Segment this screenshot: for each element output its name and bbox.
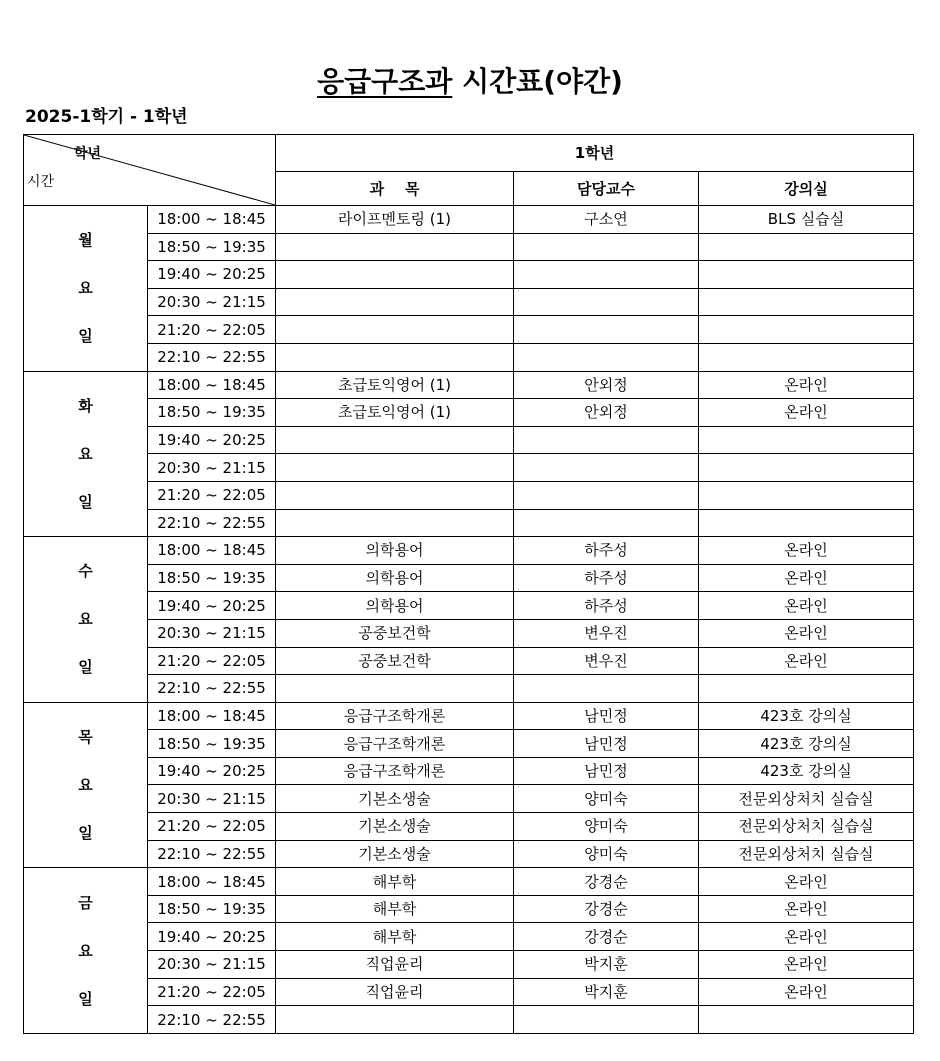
room-cell: 온라인	[699, 951, 914, 979]
table-row	[24, 481, 914, 509]
subject-cell	[276, 509, 514, 537]
subject-cell: 직업윤리	[276, 951, 514, 979]
table-row	[24, 592, 914, 620]
room-cell: 온라인	[699, 371, 914, 399]
room-cell	[699, 675, 914, 703]
day-label-cell	[24, 206, 148, 372]
room-cell	[699, 288, 914, 316]
grade-header: 1학년	[276, 135, 914, 172]
professor-cell: 양미숙	[514, 813, 699, 841]
semester-subtitle: 2025-1학기 - 1학년	[25, 107, 188, 127]
professor-cell: 하주성	[514, 592, 699, 620]
room-cell	[699, 261, 914, 289]
time-slot-cell: 19:40 ~ 20:25	[148, 261, 276, 289]
professor-cell	[514, 426, 699, 454]
professor-cell	[514, 509, 699, 537]
professor-cell: 박지훈	[514, 978, 699, 1006]
day-label-char: 금	[78, 893, 93, 912]
table-row	[24, 537, 914, 565]
time-slot-cell: 18:50 ~ 19:35	[148, 399, 276, 427]
day-label-char: 요	[78, 610, 93, 629]
time-slot-cell: 18:50 ~ 19:35	[148, 895, 276, 923]
professor-cell	[514, 1006, 699, 1034]
title-department: 응급구조과	[317, 65, 453, 98]
table-row	[24, 702, 914, 730]
table-row	[24, 454, 914, 482]
room-cell: 온라인	[699, 868, 914, 896]
subject-cell	[276, 343, 514, 371]
professor-cell: 박지훈	[514, 951, 699, 979]
professor-cell: 남민정	[514, 730, 699, 758]
room-cell: 온라인	[699, 978, 914, 1006]
room-cell: 온라인	[699, 923, 914, 951]
table-row	[24, 399, 914, 427]
subject-cell: 기본소생술	[276, 813, 514, 841]
time-slot-cell: 21:20 ~ 22:05	[148, 813, 276, 841]
professor-cell: 남민정	[514, 757, 699, 785]
day-label-char: 목	[78, 727, 93, 746]
time-slot-cell: 22:10 ~ 22:55	[148, 675, 276, 703]
time-slot-cell: 20:30 ~ 21:15	[148, 951, 276, 979]
column-header-professor: 담당교수	[514, 172, 699, 206]
time-slot-cell: 20:30 ~ 21:15	[148, 619, 276, 647]
subject-cell: 응급구조학개론	[276, 757, 514, 785]
room-cell: 온라인	[699, 537, 914, 565]
professor-cell: 하주성	[514, 537, 699, 565]
time-slot-cell: 22:10 ~ 22:55	[148, 1006, 276, 1034]
corner-time-label: 시간	[27, 174, 55, 190]
professor-cell: 양미숙	[514, 785, 699, 813]
subject-cell: 의학용어	[276, 537, 514, 565]
professor-cell: 변우진	[514, 647, 699, 675]
professor-cell: 강경순	[514, 923, 699, 951]
table-row	[24, 261, 914, 289]
table-row	[24, 813, 914, 841]
room-cell: 온라인	[699, 647, 914, 675]
professor-cell: 안외정	[514, 371, 699, 399]
title-suffix: 시간표(야간)	[462, 65, 623, 98]
table-row	[24, 757, 914, 785]
room-cell: 전문외상처치 실습실	[699, 813, 914, 841]
diagonal-divider	[24, 135, 275, 205]
room-cell: 온라인	[699, 564, 914, 592]
page-title	[0, 60, 940, 100]
room-cell: 전문외상처치 실습실	[699, 785, 914, 813]
professor-cell	[514, 233, 699, 261]
professor-cell: 강경순	[514, 895, 699, 923]
subject-cell: 초급토익영어 (1)	[276, 371, 514, 399]
table-row	[24, 509, 914, 537]
room-cell: 423호 강의실	[699, 730, 914, 758]
subject-cell	[276, 261, 514, 289]
table-row	[24, 978, 914, 1006]
table-row	[24, 1006, 914, 1034]
table-row	[24, 785, 914, 813]
subject-cell: 응급구조학개론	[276, 702, 514, 730]
time-slot-cell: 18:50 ~ 19:35	[148, 233, 276, 261]
subject-cell: 해부학	[276, 895, 514, 923]
table-row	[24, 343, 914, 371]
room-cell	[699, 316, 914, 344]
subject-cell: 기본소생술	[276, 785, 514, 813]
table-row	[24, 233, 914, 261]
subject-cell: 응급구조학개론	[276, 730, 514, 758]
subject-cell: 의학용어	[276, 564, 514, 592]
time-slot-cell: 19:40 ~ 20:25	[148, 923, 276, 951]
time-slot-cell: 22:10 ~ 22:55	[148, 509, 276, 537]
time-slot-cell: 18:50 ~ 19:35	[148, 564, 276, 592]
time-slot-cell: 21:20 ~ 22:05	[148, 316, 276, 344]
time-slot-cell: 21:20 ~ 22:05	[148, 978, 276, 1006]
column-header-room: 강의실	[699, 172, 914, 206]
subject-cell	[276, 454, 514, 482]
day-label-char: 일	[78, 989, 93, 1008]
room-cell	[699, 233, 914, 261]
room-cell: 423호 강의실	[699, 757, 914, 785]
day-label-char: 화	[78, 396, 93, 415]
day-label-cell	[24, 371, 148, 537]
table-row	[24, 923, 914, 951]
time-slot-cell: 18:00 ~ 18:45	[148, 537, 276, 565]
time-slot-cell: 21:20 ~ 22:05	[148, 481, 276, 509]
room-cell	[699, 1006, 914, 1034]
time-slot-cell: 19:40 ~ 20:25	[148, 757, 276, 785]
time-slot-cell: 19:40 ~ 20:25	[148, 592, 276, 620]
day-label-char: 월	[78, 231, 93, 250]
time-slot-cell: 18:00 ~ 18:45	[148, 702, 276, 730]
table-row	[24, 840, 914, 868]
subject-cell: 라이프멘토링 (1)	[276, 206, 514, 234]
professor-cell	[514, 316, 699, 344]
room-cell: 온라인	[699, 399, 914, 427]
professor-cell: 강경순	[514, 868, 699, 896]
table-row	[24, 951, 914, 979]
professor-cell	[514, 288, 699, 316]
subject-cell	[276, 288, 514, 316]
room-cell: 온라인	[699, 619, 914, 647]
room-cell: 전문외상처치 실습실	[699, 840, 914, 868]
professor-cell	[514, 454, 699, 482]
column-header-subject: 과 목	[276, 172, 514, 206]
day-label-char: 일	[78, 823, 93, 842]
subject-cell: 의학용어	[276, 592, 514, 620]
day-label-char: 요	[78, 941, 93, 960]
professor-cell	[514, 675, 699, 703]
subject-cell	[276, 316, 514, 344]
time-slot-cell: 18:00 ~ 18:45	[148, 868, 276, 896]
table-row	[24, 647, 914, 675]
time-slot-cell: 20:30 ~ 21:15	[148, 785, 276, 813]
table-row	[24, 564, 914, 592]
table-row	[24, 206, 914, 234]
time-slot-cell: 18:50 ~ 19:35	[148, 730, 276, 758]
table-row	[24, 619, 914, 647]
subject-cell: 해부학	[276, 923, 514, 951]
table-row	[24, 675, 914, 703]
subject-cell	[276, 1006, 514, 1034]
table-row	[24, 895, 914, 923]
time-slot-cell: 18:00 ~ 18:45	[148, 206, 276, 234]
professor-cell	[514, 261, 699, 289]
room-cell	[699, 454, 914, 482]
room-cell	[699, 426, 914, 454]
time-slot-cell: 21:20 ~ 22:05	[148, 647, 276, 675]
professor-cell: 남민정	[514, 702, 699, 730]
time-slot-cell: 22:10 ~ 22:55	[148, 343, 276, 371]
professor-cell: 하주성	[514, 564, 699, 592]
table-row	[24, 730, 914, 758]
room-cell	[699, 509, 914, 537]
subject-cell: 초급토익영어 (1)	[276, 399, 514, 427]
room-cell: 423호 강의실	[699, 702, 914, 730]
subject-cell: 공중보건학	[276, 647, 514, 675]
table-row	[24, 288, 914, 316]
table-row	[24, 316, 914, 344]
table-row	[24, 868, 914, 896]
header-corner-cell	[24, 135, 276, 206]
subject-cell	[276, 233, 514, 261]
professor-cell	[514, 343, 699, 371]
day-label-char: 요	[78, 279, 93, 298]
time-slot-cell: 19:40 ~ 20:25	[148, 426, 276, 454]
time-slot-cell: 20:30 ~ 21:15	[148, 454, 276, 482]
subject-cell: 직업윤리	[276, 978, 514, 1006]
day-label-char: 일	[78, 658, 93, 677]
time-slot-cell: 22:10 ~ 22:55	[148, 840, 276, 868]
day-label-char: 요	[78, 444, 93, 463]
subject-cell	[276, 426, 514, 454]
time-slot-cell: 18:00 ~ 18:45	[148, 371, 276, 399]
room-cell: BLS 실습실	[699, 206, 914, 234]
professor-cell: 구소연	[514, 206, 699, 234]
room-cell	[699, 481, 914, 509]
day-label-cell	[24, 537, 148, 703]
subject-cell	[276, 481, 514, 509]
room-cell: 온라인	[699, 592, 914, 620]
subject-cell	[276, 675, 514, 703]
day-label-char: 일	[78, 492, 93, 511]
day-label-cell	[24, 702, 148, 868]
professor-cell: 양미숙	[514, 840, 699, 868]
subject-cell: 기본소생술	[276, 840, 514, 868]
timetable	[23, 134, 914, 1034]
subject-cell: 해부학	[276, 868, 514, 896]
day-label-cell	[24, 868, 148, 1034]
professor-cell	[514, 481, 699, 509]
table-row	[24, 371, 914, 399]
room-cell: 온라인	[699, 895, 914, 923]
day-label-char: 요	[78, 775, 93, 794]
subject-cell: 공중보건학	[276, 619, 514, 647]
professor-cell: 안외정	[514, 399, 699, 427]
room-cell	[699, 343, 914, 371]
day-label-char: 수	[78, 562, 93, 581]
day-label-char: 일	[78, 327, 93, 346]
time-slot-cell: 20:30 ~ 21:15	[148, 288, 276, 316]
corner-grade-label: 학년	[74, 146, 102, 162]
professor-cell: 변우진	[514, 619, 699, 647]
table-row	[24, 426, 914, 454]
